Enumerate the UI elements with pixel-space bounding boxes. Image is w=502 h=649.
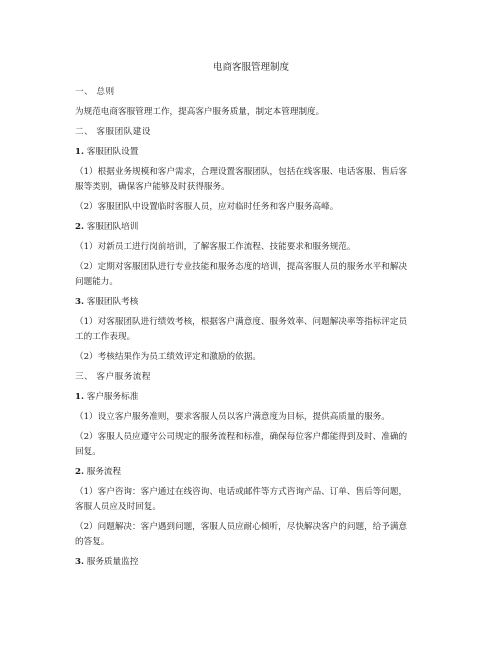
subsection-heading-team-setup — [75, 146, 435, 158]
subsection-heading-team-assessment — [75, 296, 435, 308]
paragraph-line: 工的工作表现。 — [75, 332, 136, 342]
paragraph-line: （2）考核结果作为员工绩效评定和激励的依据。 — [75, 352, 261, 362]
subsection-number: 1. — [75, 392, 84, 402]
paragraph-line: （1）对新员工进行岗前培训，了解客服工作流程、技能要求和服务规范。 — [75, 242, 356, 252]
paragraph-line: 客服人员应及时回复。 — [75, 502, 161, 512]
paragraph-line: （2）定期对客服团队进行专业技能和服务态度的培训，提高客服人员的服务水平和解决 — [75, 262, 408, 272]
subsection-number: 2. — [75, 467, 84, 477]
subsection-label: 客服团队培训 — [86, 222, 139, 232]
paragraph-line: 问题能力。 — [75, 277, 118, 287]
section-heading-general: 一、 总则 — [75, 87, 115, 97]
subsection-heading-service-flow — [75, 466, 435, 478]
document-title: 电商客服管理制度 — [212, 62, 289, 73]
paragraph-line: （1）对客服团队进行绩效考核，根据客户满意度、服务效率、问题解决率等指标评定员 — [75, 317, 408, 327]
paragraph-general: 为规范电商客服管理工作，提高客户服务质量，制定本管理制度。 — [75, 107, 325, 117]
subsection-label: 客户服务标准 — [86, 392, 139, 402]
paragraph-line: （2）客服团队中设置临时客服人员，应对临时任务和客户服务高峰。 — [75, 202, 339, 212]
subsection-label: 客服团队设置 — [86, 147, 139, 157]
paragraph-line: （2）问题解决：客户遇到问题，客服人员应耐心倾听，尽快解决客户的问题，给予满意 — [75, 522, 408, 532]
subsection-label: 服务流程 — [86, 467, 122, 477]
section-heading-service-process: 三、 客户服务流程 — [75, 372, 151, 382]
paragraph-line: 服等类别，确保客户能够及时获得服务。 — [75, 182, 230, 192]
paragraph-line: 的答复。 — [75, 537, 110, 547]
paragraph-line: （1）根据业务规模和客户需求，合理设置客服团队，包括在线客服、电话客服、售后客 — [75, 167, 408, 177]
subsection-number: 1. — [75, 147, 84, 157]
subsection-number: 2. — [75, 222, 84, 232]
subsection-heading-quality-monitoring — [75, 556, 435, 568]
subsection-label: 服务质量监控 — [86, 557, 139, 567]
subsection-label: 客服团队考核 — [86, 297, 139, 307]
paragraph-line: （1）设立客户服务准则，要求客服人员以客户满意度为目标，提供高质量的服务。 — [75, 412, 390, 422]
subsection-heading-team-training — [75, 221, 435, 233]
subsection-heading-service-standard — [75, 391, 435, 403]
paragraph-line: 回复。 — [75, 447, 101, 457]
paragraph-line: （2）客服人员应遵守公司规定的服务流程和标准，确保每位客户都能得到及时、准确的 — [75, 432, 408, 442]
subsection-number: 3. — [75, 557, 84, 567]
subsection-number: 3. — [75, 297, 84, 307]
paragraph-line: （1）客户咨询：客户通过在线咨询、电话或邮件等方式咨询产品、订单、售后等问题， — [75, 487, 408, 497]
section-heading-team-building: 二、 客服团队建设 — [75, 127, 151, 137]
